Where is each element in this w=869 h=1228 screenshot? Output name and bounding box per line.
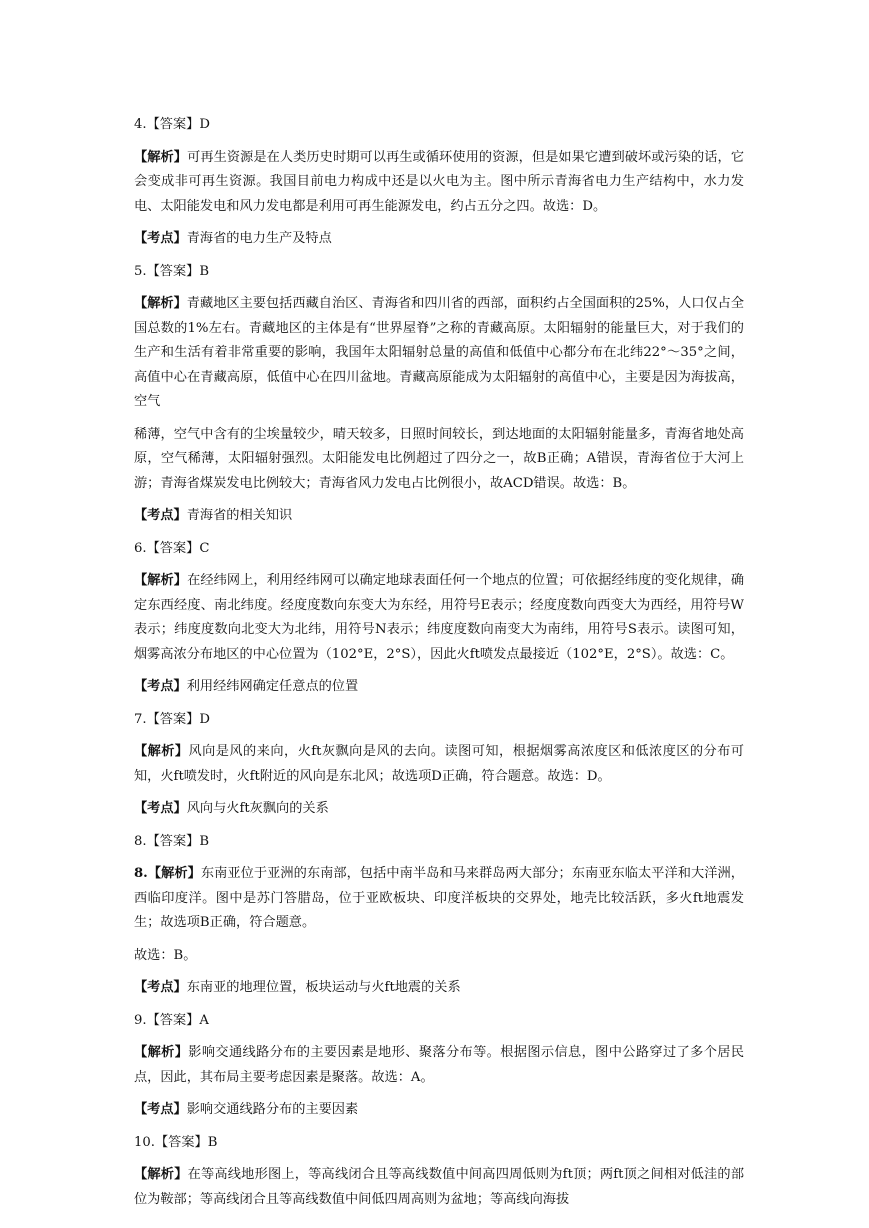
analysis-8-conclusion: 故选：B。 bbox=[134, 947, 197, 963]
point-4: 【考点】青海省的电力生产及特点 bbox=[134, 231, 332, 246]
answer-7: 7.【答案】D bbox=[134, 711, 210, 727]
point-9: 【考点】影响交通线路分布的主要因素 bbox=[134, 1102, 359, 1117]
document-page bbox=[134, 113, 744, 1212]
analysis-5: 【解析】青藏地区主要包括西藏自治区、青海省和四川省的西部，面积约占全国面积的25%，人口仅占全国总数的1%左右。青藏地区的主体是有“世界屋脊”之称的青藏高原。太阳辐射的能量巨大，对于我们的生产和生活有着非常重要的影响，我国年太阳辐射总量的高值和低值中心都分布在北纬22°～35°之间，高值中心在青藏高原，低值中心在四川盆地。青藏高原能成为太阳辐射的高值中心，主要是因为海拔高，空气 bbox=[134, 296, 745, 409]
answer-5: 5.【答案】B bbox=[134, 263, 210, 279]
answer-6: 6.【答案】C bbox=[134, 540, 210, 556]
point-6: 【考点】利用经纬网确定任意点的位置 bbox=[134, 679, 359, 694]
analysis-9: 【解析】影响交通线路分布的主要因素是地形、聚落分布等。根据图示信息，图中公路穿过了多个居民点，因此，其布局主要考虑因素是聚落。故选：A。 bbox=[134, 1045, 745, 1085]
analysis-7: 【解析】风向是风的来向，火ft灰飘向是风的去向。读图可知，根据烟雾高浓度区和低浓度区的分布可知，火ft喷发时，火ft附近的风向是东北风；故选项D正确，符合题意。故选：D。 bbox=[134, 744, 744, 784]
answer-10: 10.【答案】B bbox=[134, 1134, 218, 1150]
point-8: 【考点】东南亚的地理位置，板块运动与火ft地震的关系 bbox=[134, 980, 461, 995]
analysis-10: 【解析】在等高线地形图上，等高线闭合且等高线数值中间高四周低则为ft顶；两ft顶之间相对低洼的部位为鞍部；等高线闭合且等高线数值中间低四周高则为盆地；等高线向海拔 bbox=[134, 1167, 745, 1207]
answer-4: 4.【答案】D bbox=[134, 117, 210, 132]
point-5: 【考点】青海省的相关知识 bbox=[134, 508, 293, 523]
answer-9: 9.【答案】A bbox=[134, 1012, 209, 1028]
analysis-5-continued: 稀薄，空气中含有的尘埃量较少，晴天较多，日照时间较长，到达地面的太阳辐射能量多，青海省地处高原，空气稀薄，太阳辐射强烈。太阳能发电比例超过了四分之一，故B正确；A错误，青海省位于大河上游；青海省煤炭发电比例较大；青海省风力发电占比例很小，故ACD错误。故选：B。 bbox=[134, 426, 744, 491]
point-7: 【考点】风向与火ft灰飘向的关系 bbox=[134, 801, 329, 816]
answer-8: 8.【答案】B bbox=[134, 833, 210, 849]
analysis-4: 【解析】可再生资源是在人类历史时期可以再生或循环使用的资源，但是如果它遭到破坏或污染的话，它会变成非可再生资源。我国目前电力构成中还是以火电为主。图中所示青海省电力生产结构中，水力发电、太阳能发电和风力发电都是利用可再生能源发电，约占五分之四。故选：D。 bbox=[134, 149, 745, 214]
analysis-6: 【解析】在经纬网上，利用经纬网可以确定地球表面任何一个地点的位置；可依据经纬度的变化规律，确定东西经度、南北纬度。经度度数向东变大为东经，用符号E表示；经度度数向西变大为西经，用符号W表示；纬度度数向北变大为北纬，用符号N表示；纬度度数向南变大为南纬，用符号S表示。读图可知，烟雾高浓分布地区的中心位置为（102°E，2°S），因此火ft喷发点最接近（102°E，2°S）。故选：C。 bbox=[134, 573, 745, 662]
analysis-8: 8.【解析】东南亚位于亚洲的东南部，包括中南半岛和马来群岛两大部分；东南亚东临太平洋和大洋洲，西临印度洋。图中是苏门答腊岛，位于亚欧板块、印度洋板块的交界处，地壳比较活跃，多火ft地震发生；故选项B正确，符合题意。 bbox=[134, 866, 744, 930]
